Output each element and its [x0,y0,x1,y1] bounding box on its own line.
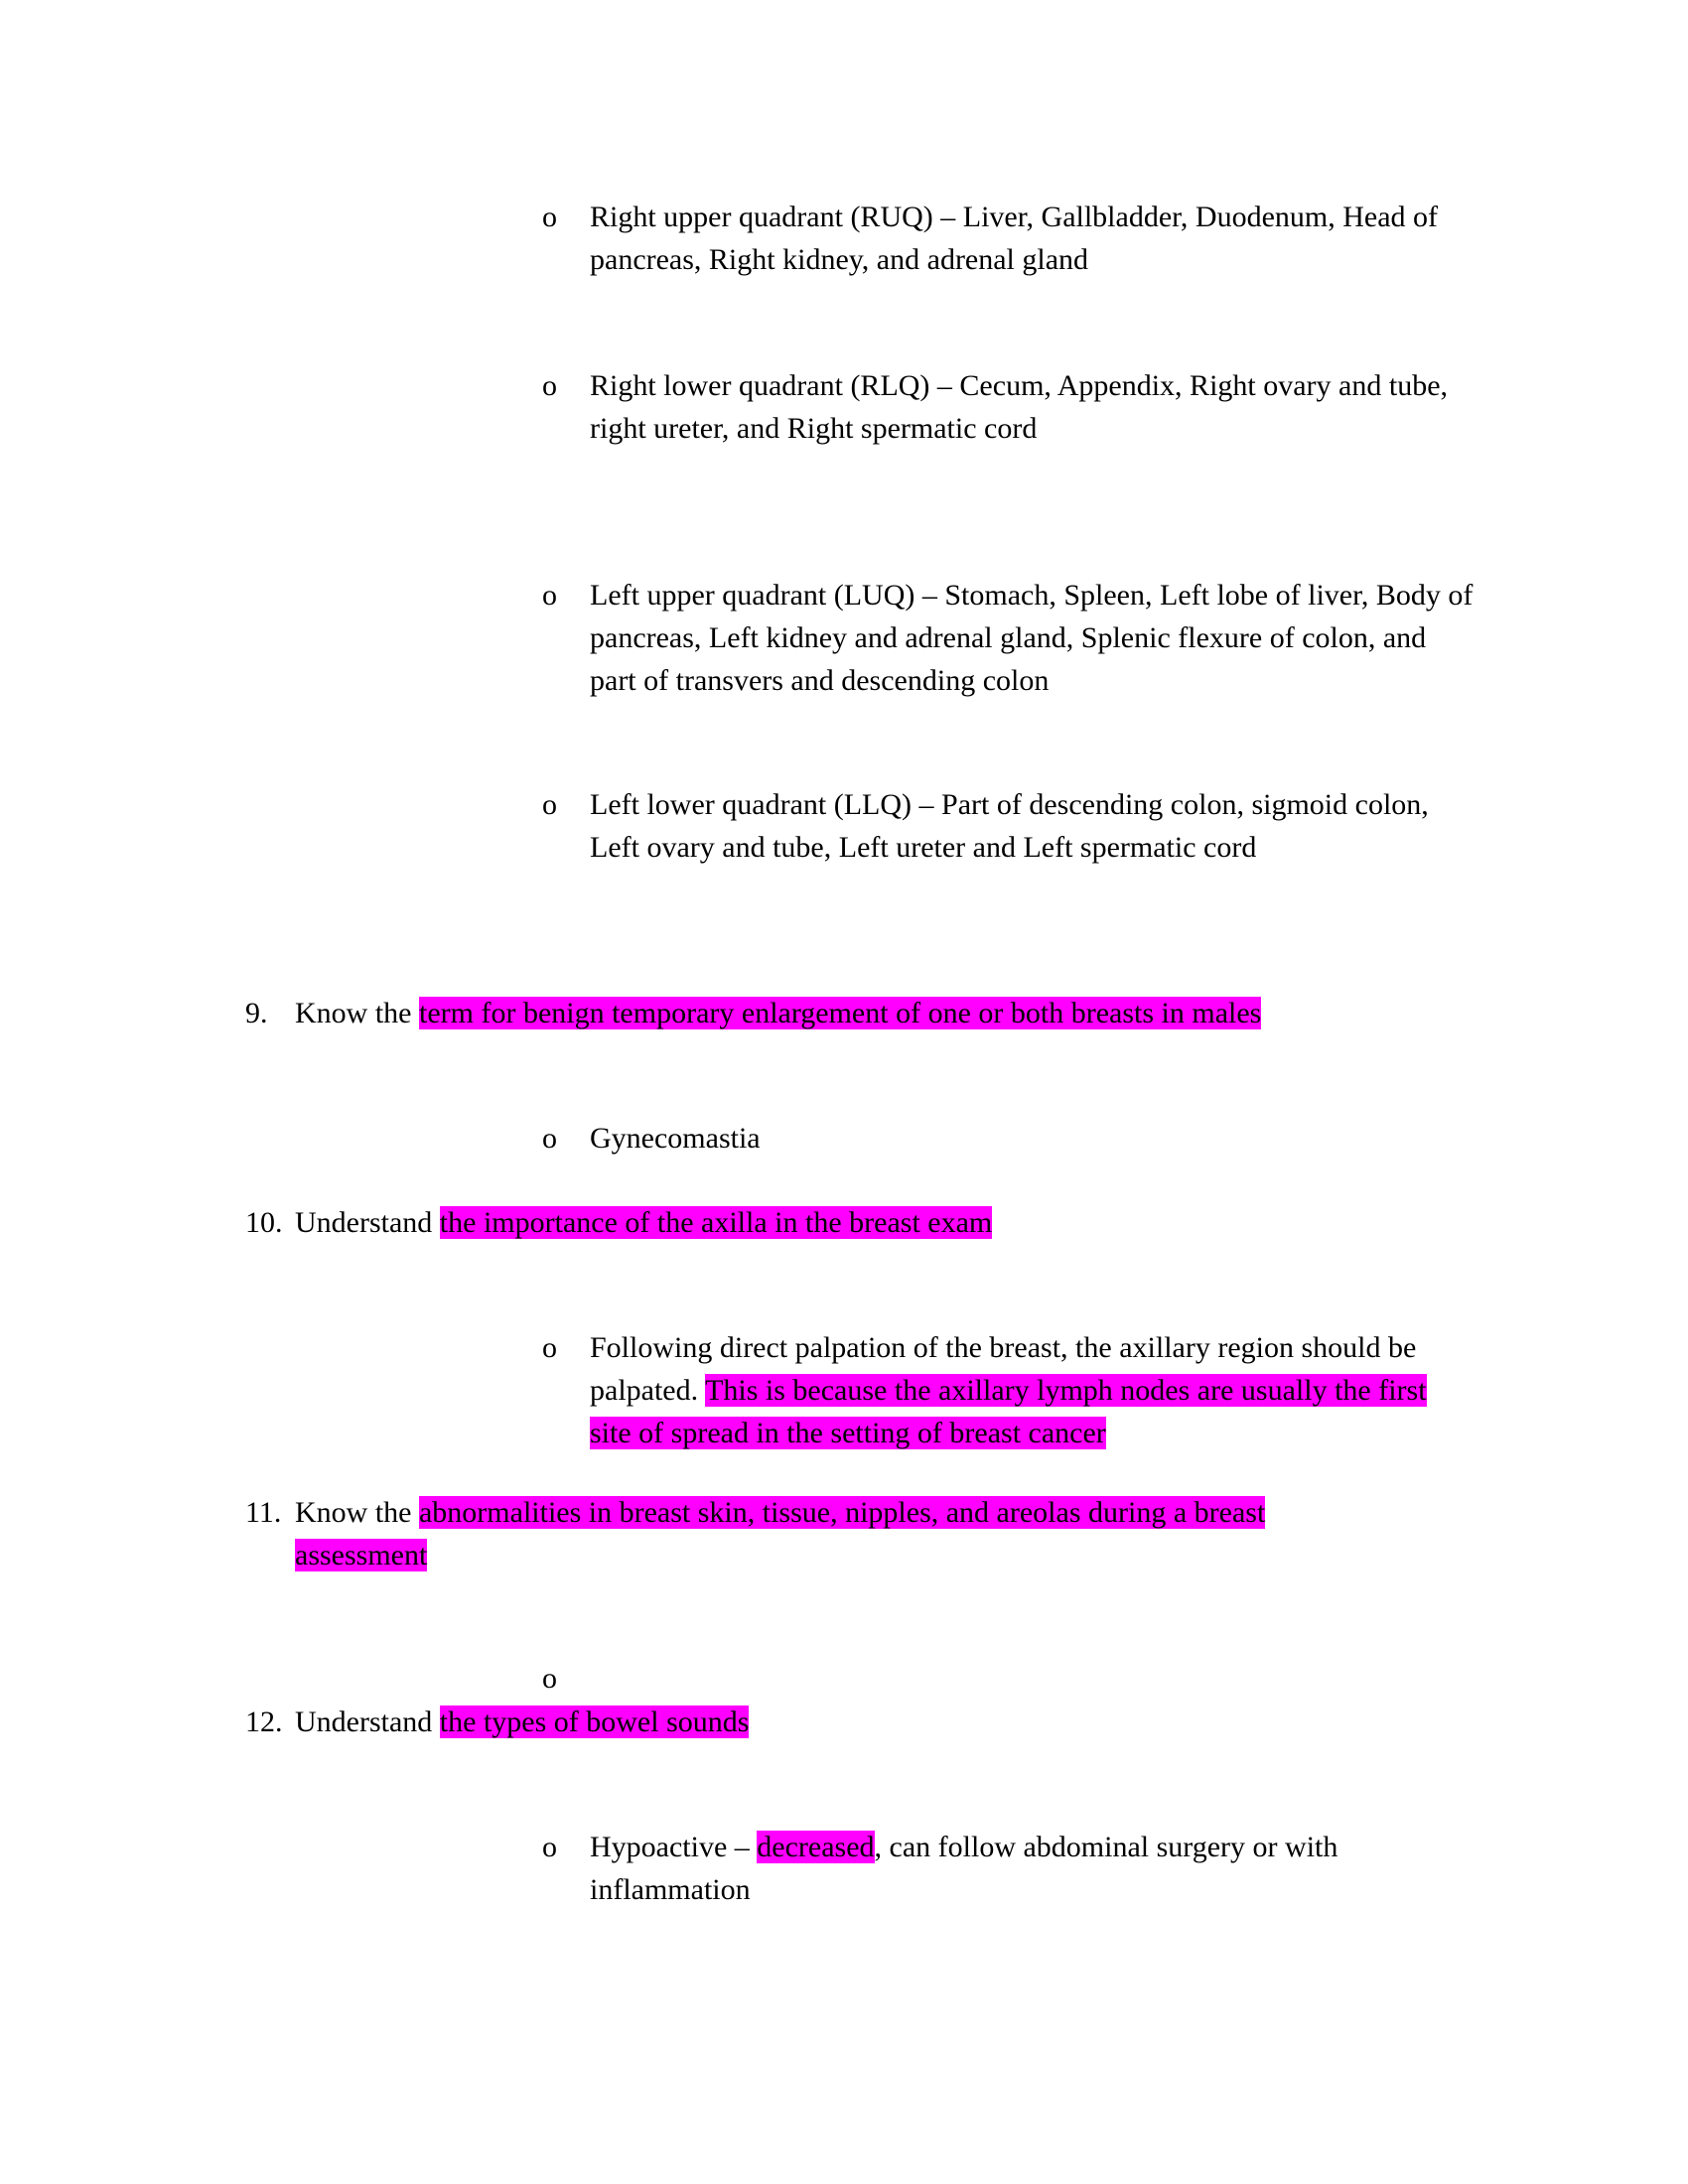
item-text [295,992,1486,1034]
bullet-icon: o [542,788,557,821]
bullet-icon: o [542,201,557,233]
item-prefix: Know the [295,997,419,1029]
item-number: 11. [245,1496,282,1529]
bullet-text: Right lower quadrant (RLQ) – Cecum, Appendix, Right ovary and tube, right ureter, and Right spermatic cord [590,369,1449,445]
answer-highlight: This is because the axillary lymph nodes are usually the first site of spread in the setting of breast cancer [590,1374,1427,1449]
bullet-icon: o [542,1831,557,1863]
bullet-text: Right upper quadrant (RUQ) – Liver, Gallbladder, Duodenum, Head of pancreas, Right kidney, and adrenal gland [590,201,1439,276]
item-highlight: term for benign temporary enlargement of one or both breasts in males [418,997,1262,1029]
item-highlight: abnormalities in breast skin, tissue, nipples, and areolas during a breast assessment [295,1496,1266,1571]
answer-prefix: Hypoactive – [590,1831,758,1863]
item-prefix: Know the [295,1496,419,1529]
item-text [295,1701,1486,1743]
bullet-text: Left upper quadrant (LUQ) – Stomach, Spleen, Left lobe of liver, Body of pancreas, Left kidney and adrenal gland, Splenic flexure of colon, and part of transvers and descending colon [590,579,1474,697]
answer-plain: Following direct palpation of the breast, the axillary region should be palpated. [590,1331,1417,1407]
item-highlight: the types of bowel sounds [439,1706,750,1738]
bullet-icon: o [542,1662,557,1695]
item-text [295,1201,1486,1244]
answer-text [590,1826,1474,1911]
answer-highlight: decreased [757,1831,875,1863]
bullet-icon: o [542,1122,557,1155]
item-highlight: the importance of the axilla in the breast exam [439,1206,993,1239]
item-number: 9. [245,997,268,1029]
answer-plain: , can follow abdominal surgery or with inflammation [590,1831,1338,1906]
item-prefix: Understand [295,1206,440,1239]
bullet-icon: o [542,1331,557,1364]
answer-text [590,1326,1474,1454]
bullet-icon: o [542,369,557,402]
item-text [295,1491,1377,1576]
bullet-icon: o [542,579,557,612]
bullet-text: Left lower quadrant (LLQ) – Part of descending colon, sigmoid colon, Left ovary and tube, Left ureter and Left spermatic cord [590,788,1429,864]
item-prefix: Understand [295,1706,440,1738]
answer-text: Gynecomastia [590,1122,761,1155]
item-number: 10. [245,1206,283,1239]
item-number: 12. [245,1706,283,1738]
